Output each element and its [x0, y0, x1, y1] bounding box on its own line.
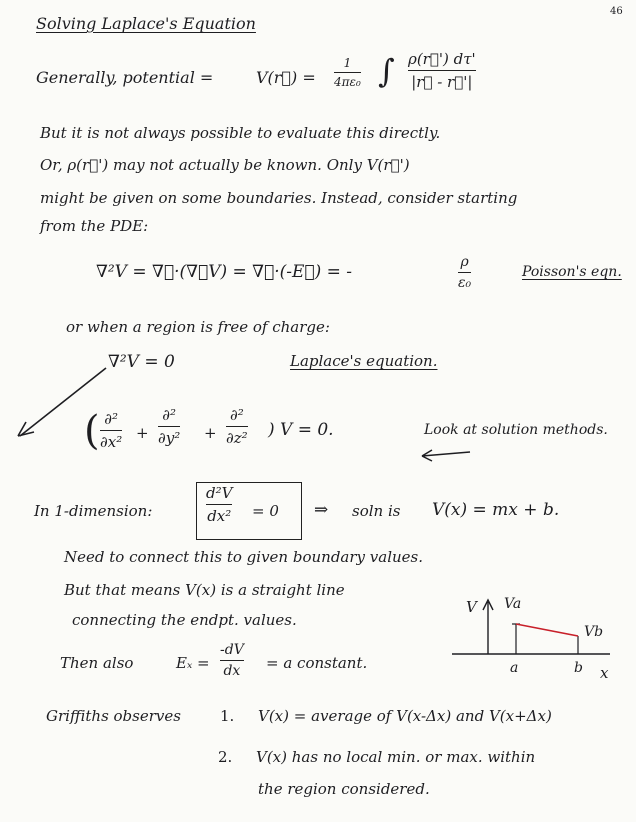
page-title: Solving Laplace's Equation — [36, 14, 256, 33]
intro-line-4: from the PDE: — [40, 217, 149, 235]
graph-b-label: b — [574, 660, 583, 676]
then-also: Then also — [60, 654, 134, 672]
prefactor-den: 4πε₀ — [334, 75, 361, 89]
left-arrow — [422, 452, 470, 456]
soln-label: soln is — [352, 502, 401, 520]
griffiths-item-2-line-2: the region considered. — [258, 780, 430, 798]
poisson-equation: ∇²V = ∇⃗·(∇⃗V) = ∇⃗·(-E⃗) = - — [96, 262, 353, 282]
down-left-arrow — [20, 368, 106, 436]
d2dz2-num: ∂² — [229, 406, 244, 424]
ex-den: dx — [223, 663, 241, 679]
ex-lhs: Eₓ = — [176, 654, 210, 672]
poisson-num: ρ — [460, 254, 469, 270]
graph-x-label: x — [600, 664, 609, 682]
notes-line-2: But that means V(x) is a straight line — [64, 581, 345, 599]
intro-line-1: But it is not always possible to evaluate this directly. — [40, 124, 441, 142]
integrand-den: |r⃗ - r⃗'| — [411, 73, 473, 91]
ex-rhs: = a constant. — [266, 654, 368, 672]
d2dy2-den: ∂y² — [158, 429, 181, 447]
integral-sign: ∫ — [378, 52, 395, 90]
d2dx2-num: ∂² — [104, 410, 118, 428]
graph-vb-label: Vb — [584, 624, 604, 640]
boxed-rhs: = 0 — [252, 502, 279, 520]
expanded-plus-1: + — [136, 424, 149, 442]
expanded-open-paren: ( — [84, 408, 100, 454]
potential-lead: Generally, potential = — [36, 68, 214, 87]
intro-line-3: might be given on some boundaries. Instead, consider starting — [40, 189, 518, 207]
ex-num: -dV — [220, 642, 244, 658]
laplace-equation: ∇²V = 0 — [108, 352, 175, 372]
laplace-lead: or when a region is free of charge: — [66, 318, 330, 336]
graph-va-label: Va — [504, 596, 522, 612]
linear-solution: V(x) = mx + b. — [432, 500, 560, 520]
griffiths-item-2-num: 2. — [218, 748, 233, 766]
one-d-label: In 1-dimension: — [34, 502, 153, 520]
prefactor-num: 1 — [343, 56, 352, 70]
graph-y-label: V — [466, 598, 477, 616]
intro-line-2: Or, ρ(r⃗') may not actually be known. Only V(r⃗') — [40, 156, 410, 174]
page-number: 46 — [610, 6, 623, 17]
boxed-den: dx² — [207, 507, 232, 525]
d2dx2-den: ∂x² — [100, 433, 123, 451]
poisson-label: Poisson's eqn. — [522, 264, 622, 280]
expanded-close: ) V = 0. — [268, 420, 334, 440]
potential-lhs: V(r⃗) = — [256, 68, 316, 87]
graph-solution-line — [516, 624, 578, 636]
laplace-label: Laplace's equation. — [290, 352, 438, 370]
d2dz2-den: ∂z² — [226, 429, 248, 447]
griffiths-item-2-line-1: V(x) has no local min. or max. within — [256, 748, 536, 766]
notes-line-1: Need to connect this to given boundary values. — [64, 548, 423, 566]
implies-arrow: ⇒ — [314, 500, 329, 520]
expanded-plus-2: + — [204, 424, 217, 442]
graph-a-label: a — [510, 660, 519, 676]
notes-line-3: connecting the endpt. values. — [72, 611, 297, 629]
griffiths-item-1: V(x) = average of V(x-Δx) and V(x+Δx) — [258, 707, 552, 725]
griffiths-lead: Griffiths observes — [46, 707, 181, 725]
griffiths-item-1-num: 1. — [220, 707, 235, 725]
poisson-den: ε₀ — [458, 275, 472, 291]
down-left-arrow-head — [18, 422, 34, 436]
solution-methods-note: Look at solution methods. — [424, 422, 608, 438]
d2dy2-num: ∂² — [162, 406, 177, 424]
boxed-num: d²V — [206, 484, 233, 502]
integrand-num: ρ(r⃗') dτ' — [408, 50, 476, 68]
